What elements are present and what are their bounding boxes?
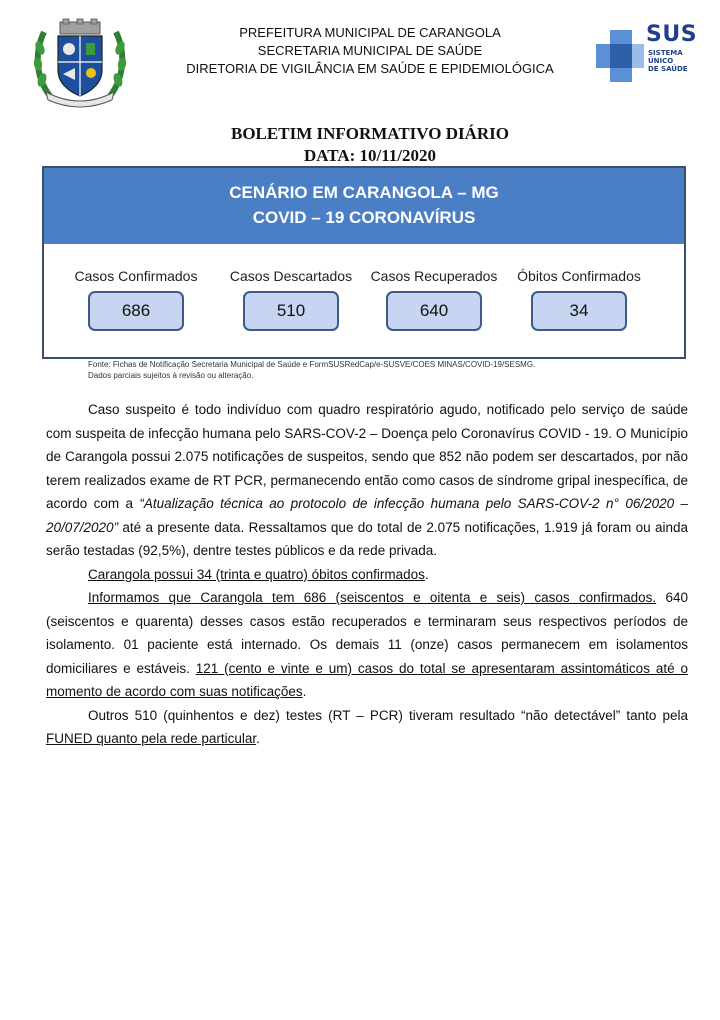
bulletin-title bbox=[100, 123, 640, 167]
sus-subtitle bbox=[648, 49, 688, 73]
bulletin-title-line: BOLETIM INFORMATIVO DIÁRIO bbox=[231, 124, 509, 143]
paragraph-confirmed bbox=[46, 586, 688, 704]
header-line-prefeitura: PREFEITURA MUNICIPAL DE CARANGOLA bbox=[239, 25, 501, 40]
text-span: . bbox=[424, 566, 429, 582]
stat-label: Casos Recuperados bbox=[370, 268, 498, 284]
sus-sub-line: ÚNICO bbox=[648, 57, 674, 65]
text-span: . bbox=[256, 731, 260, 746]
text-span: Caso suspeito é todo indivíduo com quadro respiratório agudo, notificado pelo serviço de saúde com suspeita de infecção humana pelo SARS-COV-2 – Doença pelo Coronavírus COVID - 19. O Município de Carangola possui 2.075 notificações de suspeitos, sendo que 852 não podem ser descartados, por não terem realizados exame de RT PCR, permanecendo então como casos de síndrome gripal inespecífica, de acordo com a bbox=[46, 402, 688, 511]
text-span: 640 (seiscentos e quarenta) desses casos estão recuperados e terminaram seus respectivos períodos de isolamento. 01 paciente está internado. Os demais 11 (onze) casos permanecem em isolamentos domiciliares e estáveis. bbox=[46, 590, 688, 676]
underlined-text: FUNED quanto pela rede particular bbox=[46, 731, 257, 746]
stat-value: 686 bbox=[88, 291, 184, 331]
paragraph-deaths bbox=[46, 563, 688, 587]
stat-label: Casos Descartados bbox=[229, 268, 353, 284]
paragraph-suspected-cases bbox=[46, 398, 688, 563]
header-text bbox=[150, 24, 590, 78]
italic-reference: “Atualização técnica ao protocolo de infecção humana pelo SARS-COV-2 n° 06/2020 – 20/07/2020” bbox=[46, 496, 688, 535]
panel-heading-location: CENÁRIO EM CARANGOLA – MG bbox=[229, 183, 499, 202]
source-line: Fonte: Fichas de Notificação Secretaria Municipal de Saúde e FormSUSRedCap/e-SUSVE/COES MINAS/COVID-19/SESMG. bbox=[88, 360, 536, 369]
header-line-diretoria: DIRETORIA DE VIGILÂNCIA EM SAÚDE E EPIDEMIOLÓGICA bbox=[186, 61, 554, 76]
stat-label: Óbitos Confirmados bbox=[517, 268, 641, 284]
stat-value: 640 bbox=[386, 291, 482, 331]
source-note bbox=[88, 359, 688, 381]
stat-confirmed bbox=[61, 268, 211, 331]
sus-name: SUS bbox=[646, 22, 698, 47]
covid-summary-panel bbox=[42, 166, 686, 359]
stat-value: 34 bbox=[531, 291, 627, 331]
stat-discarded bbox=[216, 268, 366, 331]
panel-heading-disease: COVID – 19 CORONAVÍRUS bbox=[252, 208, 476, 227]
stat-value: 510 bbox=[243, 291, 339, 331]
sus-sub-line: SISTEMA bbox=[648, 49, 683, 57]
underlined-text: Informamos que Carangola tem 686 (seiscentos e oitenta e seis) casos confirmados. bbox=[88, 590, 657, 605]
stat-deaths bbox=[499, 268, 659, 331]
stat-recovered bbox=[359, 268, 509, 331]
underlined-text: 121 (cento e vinte e um) casos do total se apresentaram assintomáticos até o momento de acordo com suas notificações bbox=[46, 660, 688, 699]
bulletin-date: DATA: 10/11/2020 bbox=[303, 146, 437, 165]
municipal-crest-logo bbox=[30, 18, 130, 108]
underlined-text: Carangola possui 34 (trinta e quatro) óbitos confirmados bbox=[88, 566, 425, 582]
sus-cross-icon bbox=[596, 26, 646, 88]
panel-header bbox=[44, 168, 684, 244]
text-span: . bbox=[302, 684, 307, 699]
source-disclaimer: Dados parciais sujeitos à revisão ou alteração. bbox=[88, 371, 254, 380]
paragraph-tests bbox=[46, 704, 688, 751]
text-span: Outros 510 (quinhentos e dez) testes (RT – PCR) tiveram resultado “não detectável” tanto pela bbox=[88, 707, 688, 723]
sus-logo bbox=[596, 22, 696, 92]
header-line-secretaria: SECRETARIA MUNICIPAL DE SAÚDE bbox=[257, 43, 483, 58]
sus-sub-line: DE SAÚDE bbox=[648, 65, 688, 73]
bulletin-body bbox=[46, 398, 688, 751]
stat-label: Casos Confirmados bbox=[74, 268, 198, 284]
text-span: até a presente data. Ressaltamos que do total de 2.075 notificações, 1.919 já foram ou ainda serão testadas (92,5%), dentre testes públicos e da rede privada. bbox=[46, 519, 688, 558]
